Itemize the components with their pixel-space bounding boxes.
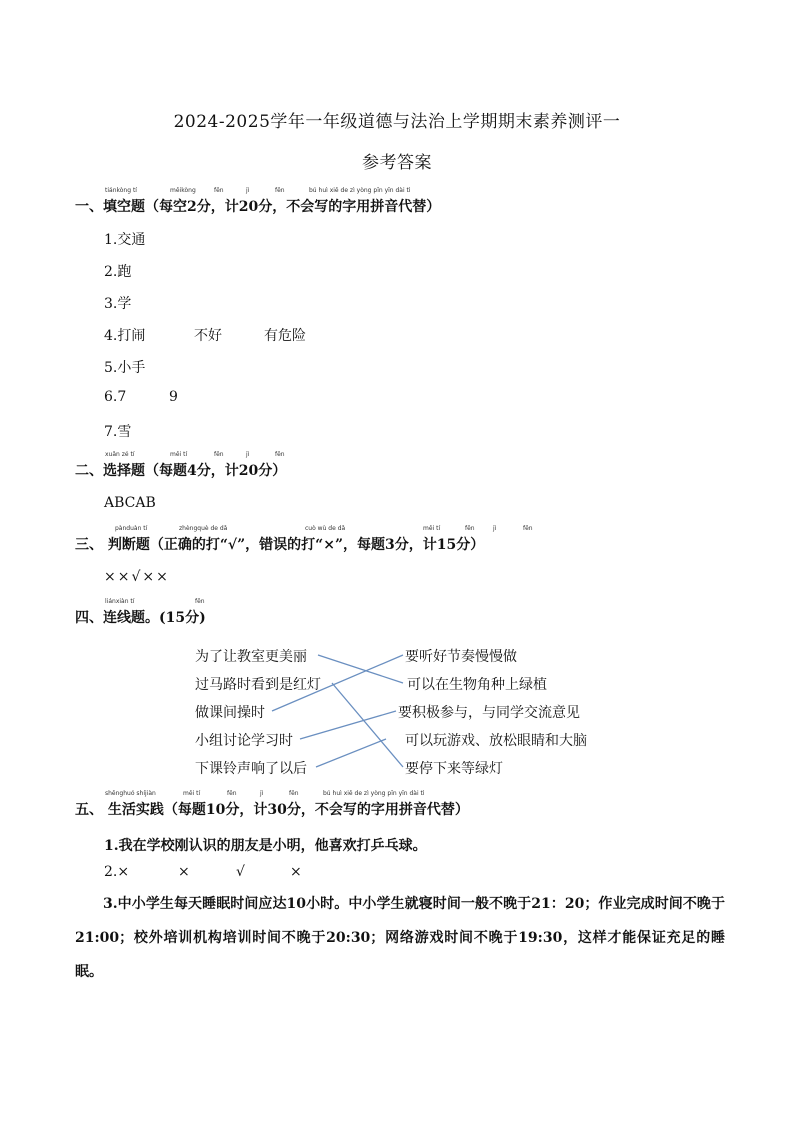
match-left-3: 做课间操时 bbox=[195, 705, 265, 721]
pinyin-annotation: pànduàn tí bbox=[115, 525, 148, 532]
section-2-title: 二、选择题（每题4分，计20分） bbox=[75, 463, 287, 479]
page-title: 2024-2025学年一年级道德与法治上学期期末素养测评一 bbox=[173, 112, 621, 132]
pinyin-annotation: fēn bbox=[275, 187, 285, 194]
matching-line-3 bbox=[272, 655, 403, 711]
pinyin-annotation: jì bbox=[260, 790, 264, 797]
answer-4a: 4.打闹 bbox=[104, 328, 146, 344]
pinyin-annotation: liánxiàn tí bbox=[105, 598, 135, 605]
pinyin-annotation: fēn bbox=[214, 187, 224, 194]
practice-answer-2c: √ bbox=[236, 864, 245, 880]
pinyin-annotation: fēn bbox=[214, 451, 224, 458]
pinyin-annotation: cuò wù de dǎ bbox=[305, 525, 346, 532]
pinyin-annotation: fēn bbox=[289, 790, 299, 797]
answer-4b: 不好 bbox=[194, 328, 222, 344]
answer-3: 3.学 bbox=[104, 296, 132, 312]
section-1-title: 一、填空题（每空2分，计20分，不会写的字用拼音代替） bbox=[75, 199, 441, 215]
pinyin-annotation: fēn bbox=[227, 790, 237, 797]
match-right-4: 可以玩游戏、放松眼睛和大脑 bbox=[405, 733, 587, 749]
answer-5: 5.小手 bbox=[104, 360, 146, 376]
pinyin-annotation: fēn bbox=[275, 451, 285, 458]
match-right-5: 要停下来等绿灯 bbox=[405, 761, 503, 777]
pinyin-annotation: fēn bbox=[195, 598, 205, 605]
match-left-1: 为了让教室更美丽 bbox=[195, 649, 307, 665]
pinyin-annotation: tiánkòng tí bbox=[105, 187, 137, 194]
matching-line-1 bbox=[318, 655, 403, 683]
answer-6a: 6.7 bbox=[104, 389, 127, 405]
pinyin-annotation: fēn bbox=[465, 525, 475, 532]
answer-2: 2.跑 bbox=[104, 264, 132, 280]
match-right-3: 要积极参与，与同学交流意见 bbox=[398, 705, 580, 721]
answer-6b: 9 bbox=[169, 389, 178, 405]
match-right-2: 可以在生物角种上绿植 bbox=[407, 677, 547, 693]
practice-answer-3: 3.中小学生每天睡眠时间应达10小时。中小学生就寝时间一般不晚于21：20；作业完成时间不晚于21:00；校外培训机构培训时间不晚于20:30；网络游戏时间不晚于19:30，这样才能保证充足的睡眠。 bbox=[75, 896, 725, 980]
pinyin-annotation: jì bbox=[246, 451, 250, 458]
practice-answer-2d: × bbox=[290, 864, 302, 880]
match-right-1: 要听好节奏慢慢做 bbox=[405, 649, 517, 665]
matching-line-5 bbox=[316, 739, 386, 767]
practice-answer-1: 1.我在学校刚认识的朋友是小明，他喜欢打乒乓球。 bbox=[104, 838, 427, 854]
page-subtitle: 参考答案 bbox=[362, 153, 432, 173]
matching-line-4 bbox=[300, 711, 396, 739]
practice-answer-2a: 2.× bbox=[104, 864, 130, 880]
pinyin-annotation: měi tí bbox=[170, 451, 188, 458]
pinyin-annotation: bú huì xiě de zì yòng pīn yīn dài tì bbox=[323, 790, 425, 797]
answer-judgement: ××√×× bbox=[104, 569, 170, 585]
pinyin-annotation: měi tí bbox=[423, 525, 441, 532]
pinyin-annotation: fēn bbox=[523, 525, 533, 532]
match-left-5: 下课铃声响了以后 bbox=[195, 761, 307, 777]
answer-1: 1.交通 bbox=[104, 232, 146, 248]
pinyin-annotation: xuǎn zé tí bbox=[105, 451, 135, 458]
pinyin-annotation: zhèngquè de dǎ bbox=[179, 525, 228, 532]
section-3-title: 三、 判断题（正确的打“√”，错误的打“×”，每题3分，计15分） bbox=[75, 537, 485, 553]
pinyin-annotation: jì bbox=[246, 187, 250, 194]
pinyin-annotation: shēnghuó shíjiàn bbox=[105, 790, 156, 797]
answer-7: 7.雪 bbox=[104, 424, 132, 440]
pinyin-annotation: měi tí bbox=[183, 790, 201, 797]
matching-line-2 bbox=[332, 683, 403, 767]
answer-4c: 有危险 bbox=[264, 328, 306, 344]
pinyin-annotation: bú huì xiě de zì yòng pīn yīn dài tì bbox=[309, 187, 411, 194]
section-5-heading bbox=[75, 790, 469, 819]
practice-answer-2b: × bbox=[178, 864, 190, 880]
pinyin-annotation: jì bbox=[493, 525, 497, 532]
match-left-4: 小组讨论学习时 bbox=[195, 733, 293, 749]
section-4-title: 四、连线题。(15分) bbox=[75, 610, 206, 626]
match-left-2: 过马路时看到是红灯 bbox=[195, 677, 321, 693]
pinyin-annotation: měikòng bbox=[170, 187, 196, 194]
answer-choice: ABCAB bbox=[104, 495, 156, 511]
section-5-title: 五、 生活实践（每题10分，计30分，不会写的字用拼音代替） bbox=[75, 802, 469, 818]
